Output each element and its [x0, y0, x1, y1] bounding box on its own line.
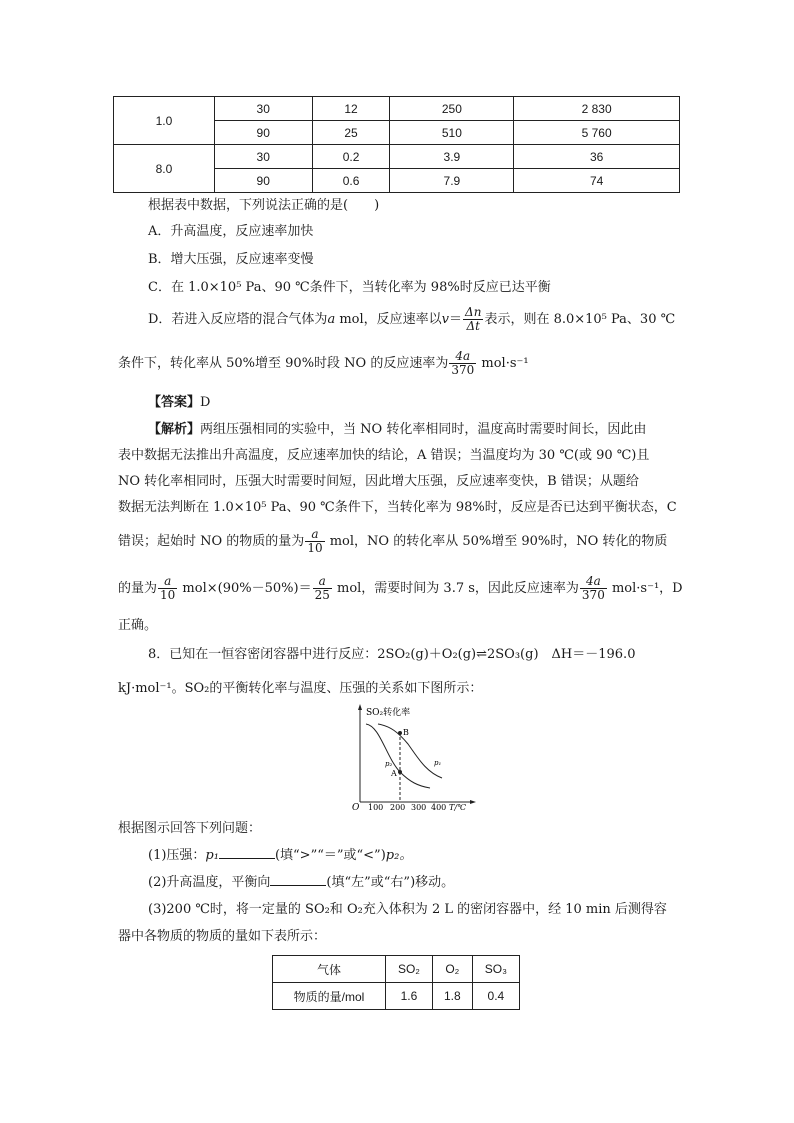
tick-label: 300 [411, 803, 427, 812]
fraction [463, 306, 483, 333]
point-b-marker [398, 731, 402, 735]
answer [148, 394, 210, 412]
curve-p1 [378, 724, 442, 778]
table-cell: 510 [390, 121, 514, 145]
pressure-cell: 8.0 [114, 145, 215, 193]
table-header: SO₂ [386, 956, 433, 983]
table-cell: 1.6 [386, 983, 433, 1010]
text-span: mol，反应速率以 [335, 312, 442, 327]
frac-den: 370 [581, 588, 605, 602]
fraction [158, 575, 177, 602]
text-span: mol，需要时间为 3.7 s，因此反应速率为 [332, 581, 579, 596]
text-span: ＝ [449, 312, 463, 327]
text-span: mol×(90%－50%)＝ [178, 581, 312, 596]
q8-prompt: 根据图示回答下列问题： [118, 821, 262, 836]
q7-option-d-line2 [118, 350, 529, 377]
var-v: v [441, 312, 450, 327]
curve-p1-label: p₁ [434, 759, 442, 767]
var-a: a [327, 312, 336, 327]
table-cell: 36 [514, 145, 680, 169]
fraction [305, 528, 324, 555]
conversion-figure [348, 702, 480, 814]
frac-den: 370 [451, 363, 475, 377]
text-span: (填“>”“＝”或“<”) [274, 848, 386, 863]
table-cell: 0.4 [472, 983, 519, 1010]
table-cell: 30 [214, 97, 312, 121]
table-cell: 7.9 [390, 169, 514, 193]
fraction [313, 575, 332, 602]
text-span: 条件下，转化率从 50%增至 90%时段 NO 的反应速率为 [118, 356, 449, 371]
text-span: mol，NO 的转化率从 50%增至 90%时，NO 转化的物质 [325, 534, 668, 549]
analysis-line5 [118, 528, 667, 555]
analysis-label: 【解析】 [148, 422, 201, 437]
table-cell: 2 830 [514, 97, 680, 121]
analysis-line6 [118, 575, 683, 602]
table-cell: 5 760 [514, 121, 680, 145]
text-span: 错误；起始时 NO 的物质的量为 [118, 534, 305, 549]
table-cell: 12 [312, 97, 390, 121]
text-span: D．若进入反应塔的混合气体为 [148, 312, 328, 327]
table-header: SO₃ [472, 956, 519, 983]
q7-option-d [148, 306, 675, 333]
frac-num: a [313, 575, 332, 589]
analysis-line7: 正确。 [118, 618, 158, 633]
analysis-line2: 表中数据无法推出升高温度，反应速率加快的结论，A 错误；当温度均为 30 ℃(或 90 ℃)且 [118, 448, 650, 463]
frac-den: Δt [466, 319, 480, 333]
q7-stem: 根据表中数据，下列说法正确的是( ) [148, 198, 380, 213]
table-row [114, 145, 680, 169]
var-p1: p₁ [205, 848, 219, 863]
q8-q1 [148, 846, 412, 865]
tick-label: 100 [368, 803, 384, 812]
text-span: mol·s⁻¹ [477, 356, 529, 371]
frac-num: 4a [449, 350, 476, 364]
table-cell: 25 [312, 121, 390, 145]
text-span: (1)压强： [148, 848, 206, 863]
text-span: 的量为 [118, 581, 158, 596]
table-cell: 90 [214, 121, 312, 145]
text-span: (2)升高温度，平衡向 [148, 875, 271, 890]
text-span: (填“左”或“右”)移动。 [326, 875, 455, 890]
q8-q3-line1: (3)200 ℃时，将一定量的 SO₂和 O₂充入体积为 2 L 的密闭容器中，经 10 min 后测得容 [148, 902, 667, 917]
tick-label: 400 [431, 803, 447, 812]
point-a-label: A [391, 769, 397, 778]
table-row [273, 983, 520, 1010]
table-cell: 0.6 [312, 169, 390, 193]
pressure-cell: 1.0 [114, 97, 215, 145]
x-axis-arrow [470, 800, 476, 804]
text-span: mol·s⁻¹，D [607, 581, 683, 596]
q8-q2 [148, 873, 454, 892]
table-cell: 74 [514, 169, 680, 193]
table-cell: 30 [214, 145, 312, 169]
curve-p2-label: p₂ [385, 760, 393, 768]
frac-den: 10 [307, 541, 323, 555]
y-axis-arrow [358, 704, 362, 710]
frac-den: 25 [314, 588, 330, 602]
q7-option-a: A．升高温度，反应速率加快 [148, 224, 314, 239]
frac-num: a [305, 528, 324, 542]
tick-label: 200 [390, 803, 406, 812]
x-axis-label: T/℃ [449, 803, 466, 812]
table-cell: 1.8 [432, 983, 472, 1010]
fraction [580, 575, 607, 602]
table-row [273, 956, 520, 983]
top-data-table [113, 96, 680, 193]
analysis-line3: NO 转化率相同时，压强大时需要时间短，因此增大压强，反应速率变快，B 错误；从题给 [118, 474, 639, 489]
frac-den: 10 [160, 588, 176, 602]
frac-num: Δn [465, 305, 482, 319]
text-span: 两组压强相同的实验中，当 NO 转化率相同时，温度高时需要时间长，因此由 [200, 422, 647, 437]
frac-num: 4a [580, 575, 607, 589]
point-a-marker [398, 770, 402, 774]
answer-value: D [200, 395, 211, 410]
q8-table [272, 955, 520, 1010]
table-cell: 3.9 [390, 145, 514, 169]
q8-line1: 8．已知在一恒容密闭容器中进行反应：2SO₂(g)＋O₂(g)⇌2SO₃(g) ΔH＝－196.0 [148, 647, 636, 662]
table-cell: 90 [214, 169, 312, 193]
answer-blank[interactable] [270, 873, 326, 886]
var-p2: p₂。 [385, 848, 413, 863]
fraction [449, 350, 476, 377]
text-span: 表示，则在 8.0×10⁵ Pa、30 ℃ [484, 312, 676, 327]
y-axis-label: SO₂转化率 [366, 708, 411, 718]
answer-label: 【答案】 [148, 395, 201, 410]
q8-q3-line2: 器中各物质的物质的量如下表所示： [118, 929, 327, 944]
table-header: O₂ [432, 956, 472, 983]
analysis-line1 [148, 421, 646, 439]
answer-blank[interactable] [219, 846, 275, 859]
table-cell: 0.2 [312, 145, 390, 169]
analysis-line4: 数据无法判断在 1.0×10⁵ Pa、90 ℃条件下，当转化率为 98%时，反应是否已达到平衡状态，C [118, 500, 677, 515]
frac-num: a [158, 575, 177, 589]
q7-option-b: B．增大压强，反应速率变慢 [148, 252, 314, 267]
point-b-label: B [403, 728, 409, 737]
origin-label: O [352, 803, 360, 813]
q7-option-c: C．在 1.0×10⁵ Pa、90 ℃条件下，当转化率为 98%时反应已达平衡 [148, 280, 551, 295]
table-cell: 物质的量/mol [273, 983, 386, 1010]
table-row [114, 97, 680, 121]
q8-line2: kJ·mol⁻¹。SO₂的平衡转化率与温度、压强的关系如下图所示： [118, 681, 483, 696]
table-cell: 250 [390, 97, 514, 121]
table-header: 气体 [273, 956, 386, 983]
